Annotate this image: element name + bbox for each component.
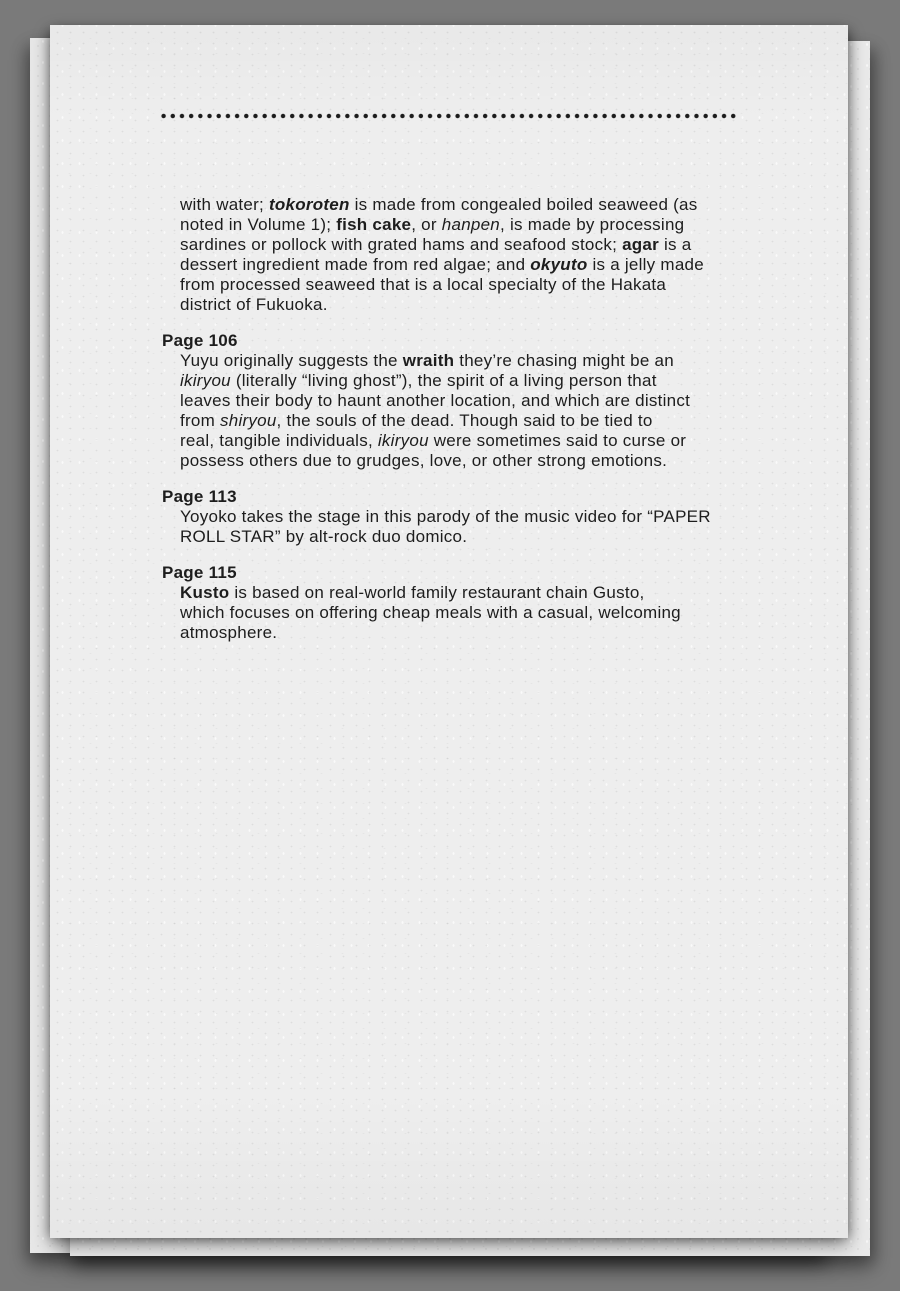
text-segment: is a jelly made (587, 255, 704, 274)
text-segment: ikiryou (377, 431, 429, 450)
text-segment: (literally “living ghost”), the spirit of a living person that (230, 371, 657, 390)
text-segment: is a (659, 235, 692, 254)
text-segment: fish cake (336, 215, 412, 234)
text-segment: they’re chasing might be an (454, 351, 674, 370)
text-segment: , is made by processing (500, 215, 685, 234)
text-line (180, 451, 848, 471)
text-segment: , or (411, 215, 442, 234)
text-segment: were sometimes said to curse or (428, 431, 687, 450)
text-segment: is based on real-world family restaurant chain Gusto, (229, 583, 645, 602)
text-line (180, 371, 848, 391)
text-line (180, 275, 848, 295)
text-segment: real, tangible individuals, (180, 431, 378, 450)
text-segment: ROLL STAR” by alt-rock duo domico. (180, 527, 468, 546)
text-line (180, 351, 848, 371)
text-segment: tokoroten (268, 195, 350, 214)
text-segment: Yoyoko takes the stage in this parody of the music video for “PAPER (180, 507, 711, 526)
text-line (180, 507, 848, 527)
text-line (180, 255, 848, 275)
notes-section (50, 331, 848, 471)
text-segment: noted in Volume 1); (180, 215, 337, 234)
page-header: Page 113 (162, 487, 237, 506)
text-segment: Kusto (180, 583, 230, 602)
text-line (180, 215, 848, 235)
text-segment: Yuyu originally suggests the (180, 351, 403, 370)
text-segment: shiryou (219, 411, 277, 430)
text-line (180, 431, 848, 451)
text-line (180, 411, 848, 431)
text-segment: okyuto (530, 255, 588, 274)
text-segment: from (180, 411, 220, 430)
text-segment: is made from congealed boiled seaweed (as (349, 195, 698, 214)
notes-section (50, 563, 848, 643)
text-segment: which focuses on offering cheap meals with a casual, welcoming (180, 603, 681, 622)
text-line (180, 391, 848, 411)
text-segment: hanpen (441, 215, 501, 234)
text-segment: wraith (402, 351, 455, 370)
text-line (180, 195, 848, 215)
text-segment: possess others due to grudges, love, or other strong emotions. (180, 451, 668, 470)
notes-page (50, 25, 848, 1238)
text-line (180, 235, 848, 255)
notes-content (50, 195, 848, 643)
text-segment: ikiryou (180, 371, 231, 390)
page-header: Page 106 (162, 331, 238, 350)
text-segment: dessert ingredient made from red algae; and (180, 255, 531, 274)
dotted-separator (159, 112, 739, 120)
page-header: Page 115 (162, 563, 237, 582)
text-line (180, 583, 848, 603)
text-segment: , the souls of the dead. Though said to be tied to (276, 411, 653, 430)
text-segment: agar (622, 235, 659, 254)
text-segment: atmosphere. (180, 623, 278, 642)
text-line (180, 623, 848, 643)
text-segment: leaves their body to haunt another location, and which are distinct (180, 391, 691, 410)
text-segment: from processed seaweed that is a local specialty of the Hakata (180, 275, 667, 294)
text-line (180, 603, 848, 623)
text-segment: district of Fukuoka. (180, 295, 328, 314)
notes-section (50, 487, 848, 547)
text-segment: sardines or pollock with grated hams and seafood stock; (180, 235, 623, 254)
text-line (180, 527, 848, 547)
text-line (180, 295, 848, 315)
notes-section (50, 195, 848, 315)
text-segment: with water; (180, 195, 269, 214)
